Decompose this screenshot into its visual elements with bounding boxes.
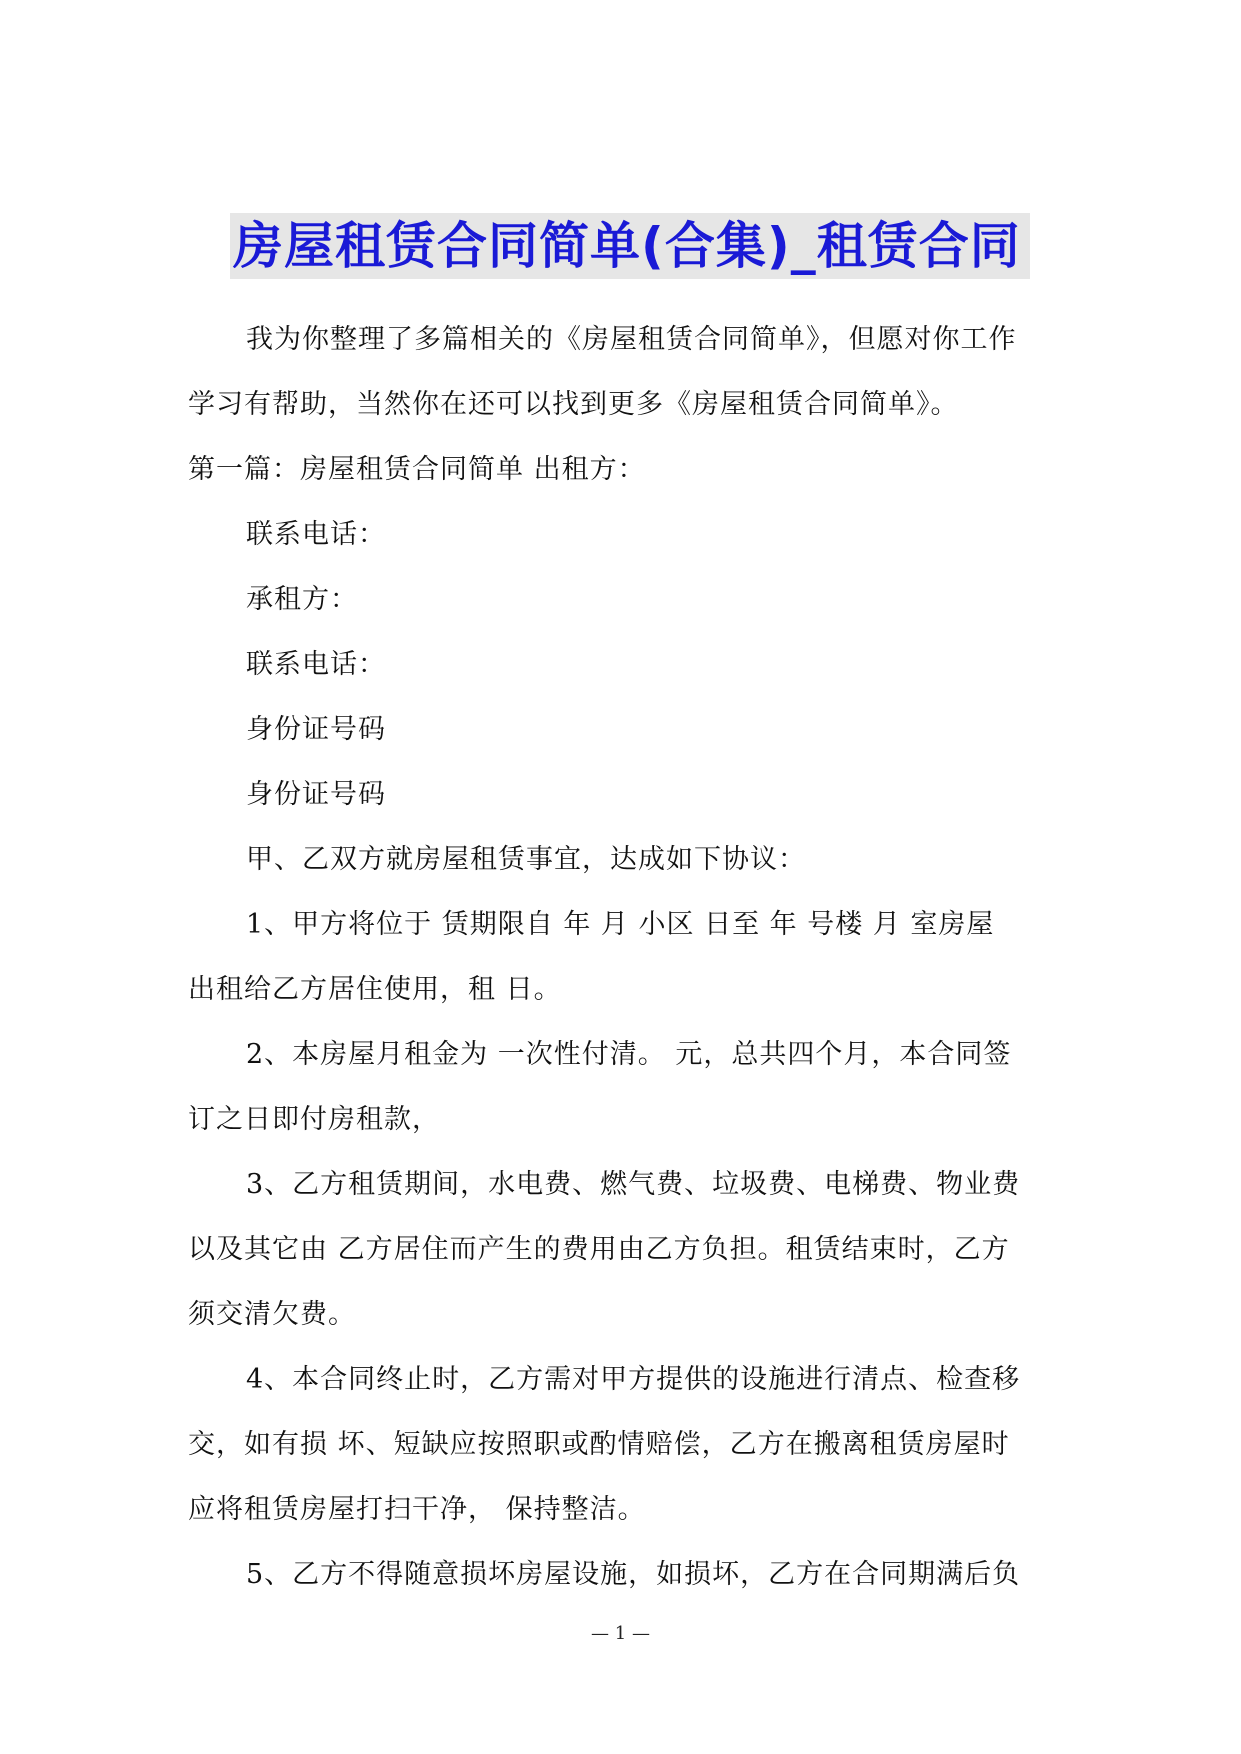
- agreement-intro: 甲、乙双方就房屋租赁事宜，达成如下协议：: [246, 844, 806, 875]
- clause-5-line-1: 5、乙方不得随意损坏房屋设施，如损坏，乙方在合同期满后负: [246, 1559, 1021, 1590]
- clause-3-line-3: 须交清欠费。: [188, 1299, 356, 1330]
- field-lessee: 承租方：: [246, 584, 358, 615]
- clause-3-line-2: 以及其它由 乙方居住而产生的费用由乙方负担。租赁结束时，乙方: [188, 1234, 1010, 1265]
- field-contact-phone-1: 联系电话：: [246, 519, 386, 550]
- field-contact-phone-2: 联系电话：: [246, 649, 386, 680]
- intro-line-2: 学习有帮助，当然你在还可以找到更多《房屋租赁合同简单》。: [188, 389, 959, 420]
- clause-4-line-1: 4、本合同终止时，乙方需对甲方提供的设施进行清点、检查移: [246, 1364, 1021, 1395]
- intro-line-1: 我为你整理了多篇相关的《房屋租赁合同简单》，但愿对你工作: [246, 324, 1017, 355]
- page-number: — 1 —: [591, 1623, 650, 1644]
- section-heading: 第一篇：房屋租赁合同简单 出租方：: [188, 454, 646, 485]
- clause-1-line-1: 1、甲方将位于 赁期限自 年 月 小区 日至 年 号楼 月 室房屋: [246, 909, 995, 940]
- clause-1-line-2: 出租给乙方居住使用，租 日。: [188, 974, 562, 1005]
- clause-3-line-1: 3、乙方租赁期间，水电费、燃气费、垃圾费、电梯费、物业费: [246, 1169, 1021, 1200]
- document-title: 房屋租赁合同简单(合集)_租赁合同: [233, 217, 1021, 275]
- clause-2-line-2: 订之日即付房租款，: [188, 1104, 440, 1135]
- clause-2-line-1: 2、本房屋月租金为 一次性付清。 元，总共四个月，本合同签: [246, 1039, 1012, 1070]
- field-id-number-2: 身份证号码: [246, 779, 386, 810]
- clause-4-line-2: 交，如有损 坏、短缺应按照职或酌情赔偿，乙方在搬离租赁房屋时: [188, 1429, 1010, 1460]
- clause-4-line-3: 应将租赁房屋打扫干净， 保持整洁。: [188, 1494, 646, 1525]
- field-id-number-1: 身份证号码: [246, 714, 386, 745]
